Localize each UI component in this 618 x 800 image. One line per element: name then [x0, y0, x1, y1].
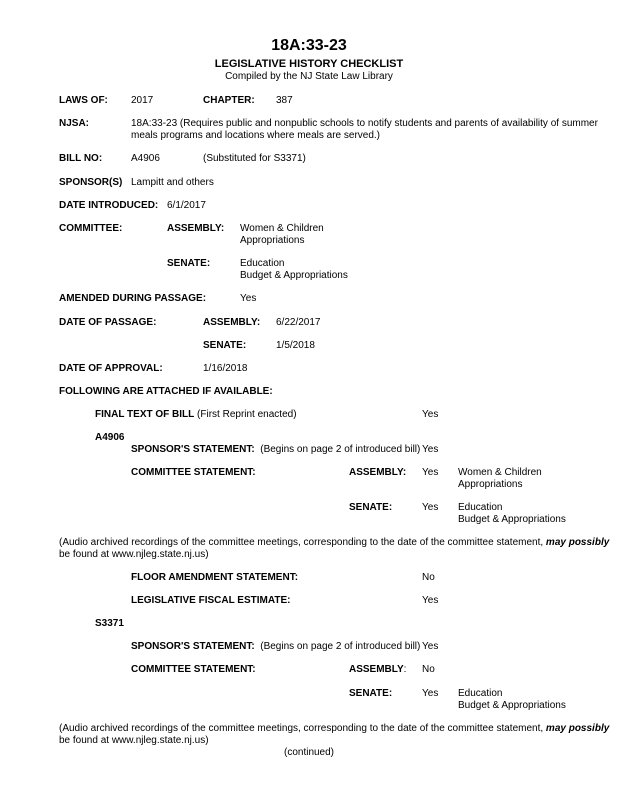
committee-assembly-line1: Women & Children	[240, 223, 324, 234]
bill-no-note: (Substituted for S3371)	[203, 153, 306, 164]
a4906-fiscal-value: Yes	[422, 595, 439, 606]
passage-senate-label: SENATE:	[203, 340, 247, 351]
page-title: LEGISLATIVE HISTORY CHECKLIST	[214, 58, 404, 70]
amended-value: Yes	[240, 293, 257, 304]
final-text-label: FINAL TEXT OF BILL	[95, 409, 195, 420]
a4906-senate-label: SENATE:	[349, 502, 393, 513]
final-text-value: Yes	[422, 409, 439, 420]
a4906-sponsor-value: Yes	[422, 444, 439, 455]
final-text-row	[95, 409, 297, 421]
s3371-committee-label: COMMITTEE STATEMENT:	[131, 664, 256, 675]
s3371-sponsor-row	[131, 641, 420, 653]
s3371-assembly-colon: :	[403, 664, 407, 675]
continued-note: (continued)	[283, 747, 335, 758]
page-citation: 18A:33-23	[271, 37, 347, 54]
a4906-audio-note-text: (Audio archived recordings of the committee meetings, corresponding to the date of the committee statement,	[59, 537, 544, 548]
bill-no-label: BILL NO:	[59, 153, 103, 164]
a4906-assembly-comm1: Women & Children	[458, 467, 542, 478]
committee-label: COMMITTEE:	[59, 223, 123, 234]
laws-of-value: 2017	[131, 95, 154, 106]
committee-senate-label: SENATE:	[167, 258, 211, 269]
final-text-note: (First Reprint enacted)	[197, 409, 297, 420]
committee-senate-line2: Budget & Appropriations	[240, 270, 348, 281]
s3371-senate-label: SENATE:	[349, 688, 393, 699]
a4906-audio-note-line2: be found at www.njleg.state.nj.us)	[59, 549, 209, 560]
s3371-audio-emphasis: may possibly	[545, 723, 610, 734]
a4906-fiscal-label: LEGISLATIVE FISCAL ESTIMATE:	[131, 595, 291, 606]
s3371-sponsor-note: (Begins on page 2 of introduced bill)	[260, 641, 421, 652]
bill-no-value: A4906	[131, 153, 160, 164]
s3371-assembly-value: No	[422, 664, 435, 675]
njsa-value-line1: 18A:33-23 (Requires public and nonpublic schools to notify students and parents of availability of summer	[131, 118, 598, 129]
s3371-heading: S3371	[95, 618, 124, 629]
a4906-audio-note-line1	[59, 537, 609, 549]
page-subtitle: Compiled by the NJ State Law Library	[225, 71, 393, 82]
s3371-audio-note-line2: be found at www.njleg.state.nj.us)	[59, 735, 209, 746]
a4906-assembly-comm2: Appropriations	[458, 479, 523, 490]
s3371-senate-comm1: Education	[458, 688, 503, 699]
attached-heading: FOLLOWING ARE ATTACHED IF AVAILABLE:	[59, 386, 273, 397]
date-introduced-value: 6/1/2017	[167, 200, 206, 211]
s3371-assembly-row	[349, 664, 406, 676]
a4906-sponsor-row	[131, 444, 420, 456]
a4906-sponsor-note: (Begins on page 2 of introduced bill)	[260, 444, 421, 455]
date-introduced-label: DATE INTRODUCED:	[59, 200, 159, 211]
a4906-floor-value: No	[422, 572, 435, 583]
passage-assembly-value: 6/22/2017	[276, 317, 321, 328]
sponsors-value: Lampitt and others	[131, 177, 214, 188]
a4906-committee-label: COMMITTEE STATEMENT:	[131, 467, 256, 478]
chapter-label: CHAPTER:	[203, 95, 255, 106]
a4906-sponsor-label: SPONSOR'S STATEMENT:	[131, 444, 255, 455]
chapter-value: 387	[276, 95, 293, 106]
s3371-audio-note-line1	[59, 723, 609, 735]
committee-assembly-label: ASSEMBLY:	[167, 223, 225, 234]
laws-of-label: LAWS OF:	[59, 95, 108, 106]
s3371-sponsor-value: Yes	[422, 641, 439, 652]
date-of-approval-label: DATE OF APPROVAL:	[59, 363, 163, 374]
njsa-label: NJSA:	[59, 118, 90, 129]
a4906-assembly-value: Yes	[422, 467, 439, 478]
sponsors-label: SPONSOR(S)	[59, 177, 123, 188]
s3371-sponsor-label: SPONSOR'S STATEMENT:	[131, 641, 255, 652]
s3371-senate-value: Yes	[422, 688, 439, 699]
a4906-audio-emphasis: may possibly	[545, 537, 610, 548]
amended-label: AMENDED DURING PASSAGE:	[59, 293, 207, 304]
a4906-floor-label: FLOOR AMENDMENT STATEMENT:	[131, 572, 299, 583]
s3371-audio-note-text: (Audio archived recordings of the committee meetings, corresponding to the date of the committee statement,	[59, 723, 544, 734]
a4906-heading: A4906	[95, 432, 125, 443]
s3371-assembly-label: ASSEMBLY	[349, 664, 404, 675]
a4906-senate-comm1: Education	[458, 502, 503, 513]
committee-senate-line1: Education	[240, 258, 285, 269]
a4906-assembly-label: ASSEMBLY:	[349, 467, 407, 478]
passage-senate-value: 1/5/2018	[276, 340, 315, 351]
date-of-approval-value: 1/16/2018	[203, 363, 248, 374]
date-of-passage-label: DATE OF PASSAGE:	[59, 317, 157, 328]
njsa-value-line2: meals programs and locations where meals are served.)	[131, 130, 380, 141]
committee-assembly-line2: Appropriations	[240, 235, 305, 246]
passage-assembly-label: ASSEMBLY:	[203, 317, 261, 328]
a4906-senate-comm2: Budget & Appropriations	[458, 514, 566, 525]
a4906-senate-value: Yes	[422, 502, 439, 513]
s3371-senate-comm2: Budget & Appropriations	[458, 700, 566, 711]
